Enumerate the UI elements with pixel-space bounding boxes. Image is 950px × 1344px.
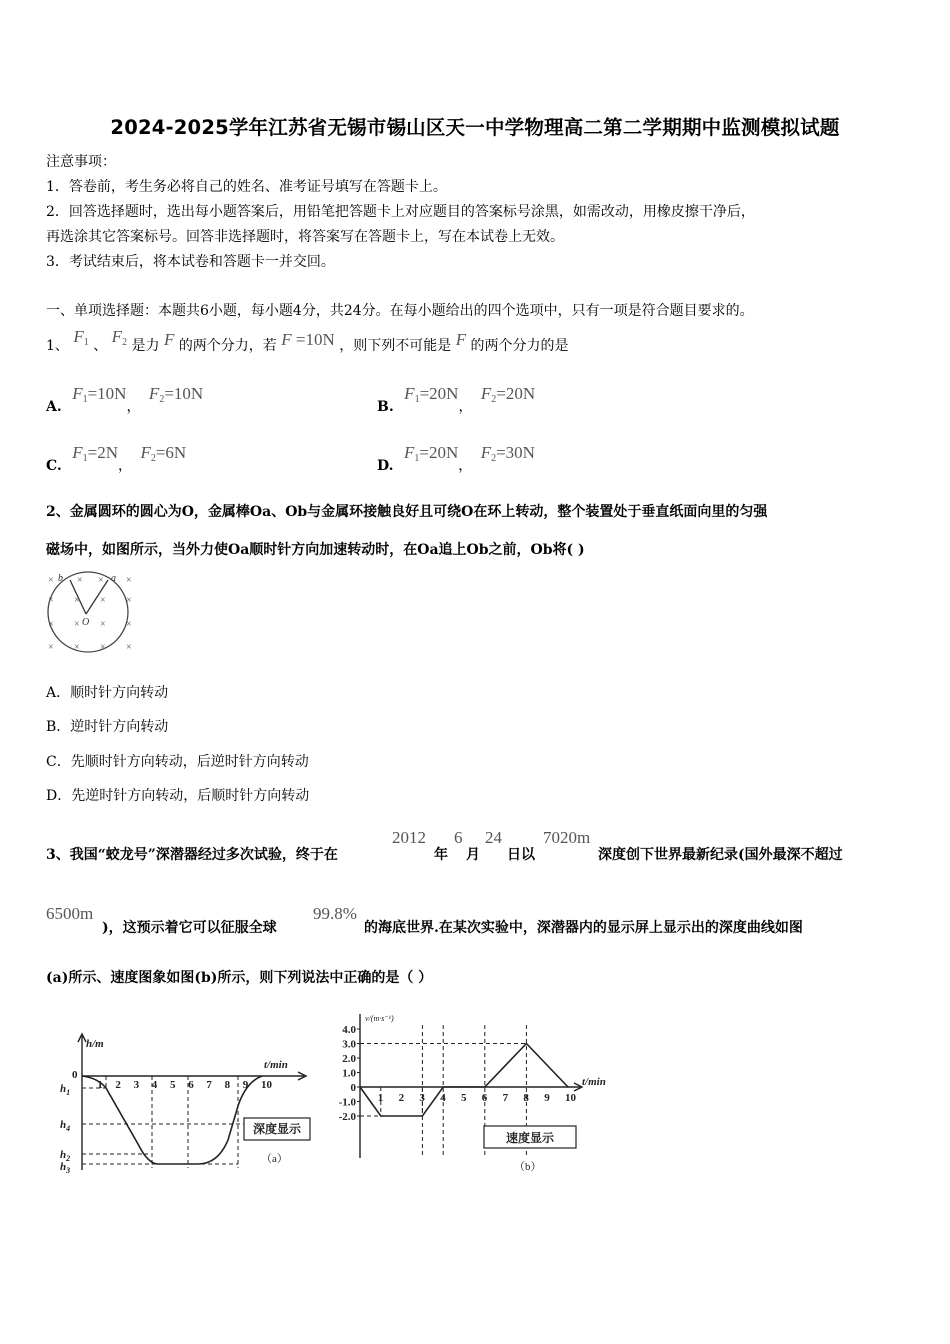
label-a: a bbox=[111, 573, 116, 584]
q2-line-1: 2、金属圆环的圆心为O，金属棒Oa、Ob与金属环接触良好且可绕O在环上转动，整个装置处于垂直纸面向里的匀强 bbox=[46, 504, 768, 520]
velocity-x-tick: 3 bbox=[419, 1092, 425, 1104]
label-b: b bbox=[58, 573, 63, 584]
q3-year: 2012 bbox=[392, 828, 426, 847]
q2-option-b[interactable]: B．逆时针方向转动 bbox=[46, 719, 169, 735]
svg-text:×: × bbox=[98, 575, 104, 586]
velocity-point bbox=[567, 1086, 569, 1088]
depth-x-tick: 3 bbox=[133, 1079, 140, 1091]
depth-ylabel: h/m bbox=[86, 1038, 104, 1050]
velocity-caption: （b） bbox=[514, 1161, 542, 1173]
notice-item-3: 3．考试结束后，将本试卷和答题卡一并交回。 bbox=[46, 254, 335, 270]
svg-text:×: × bbox=[126, 575, 132, 586]
q3-depth: 7020m bbox=[543, 828, 591, 847]
q3-text-5: (a)所示、速度图象如图(b)所示，则下列说法中正确的是（ ） bbox=[46, 970, 433, 986]
q1-F1: $F_1$ bbox=[73, 327, 89, 348]
velocity-point bbox=[442, 1086, 444, 1088]
section-heading: 一、单项选择题：本题共6小题，每小题4分，共24分。在每小题给出的四个选项中，只有一项是符合题目要求的。 bbox=[46, 303, 754, 319]
q1-number: 1、 bbox=[46, 338, 69, 354]
q2-option-d[interactable]: D．先逆时针方向转动，后顺时针方向转动 bbox=[46, 788, 310, 804]
depth-x-tick: 2 bbox=[115, 1079, 121, 1091]
velocity-series bbox=[360, 1044, 568, 1117]
velocity-y-tick: -2.0 bbox=[338, 1111, 356, 1123]
depth-x-tick: 9 bbox=[242, 1079, 249, 1091]
q2-ring-figure bbox=[44, 570, 136, 656]
q1-text-2: 的两个分力，若 bbox=[178, 338, 277, 354]
depth-x-tick: 1 bbox=[97, 1079, 103, 1091]
q1-F: F bbox=[163, 330, 175, 349]
label-o: O bbox=[82, 617, 90, 628]
q1-F-b: F bbox=[455, 330, 467, 349]
svg-text:×: × bbox=[77, 575, 83, 586]
svg-text:×: × bbox=[126, 619, 132, 630]
q3-yue: 月 bbox=[466, 847, 480, 863]
q2-line-2: 磁场中，如图所示，当外力使Oa顺时针方向加速转动时，在Oa追上Ob之前，Ob将( ) bbox=[46, 542, 585, 558]
notice-item-1: 1．答卷前，考生务必将自己的姓名、准考证号填写在答题卡上。 bbox=[46, 179, 447, 195]
depth-x-tick: 6 bbox=[188, 1079, 194, 1091]
velocity-xlabel: t/min bbox=[582, 1076, 606, 1088]
notice-item-2-cont: 再选涂其它答案标号。回答非选择题时，将答案写在答题卡上，写在本试卷上无效。 bbox=[46, 229, 564, 245]
svg-text:×: × bbox=[100, 595, 106, 606]
velocity-x-tick: 1 bbox=[377, 1092, 384, 1104]
velocity-chart bbox=[318, 1008, 630, 1178]
svg-text:×: × bbox=[74, 619, 80, 630]
velocity-point bbox=[526, 1043, 528, 1045]
depth-x-tick: 10 bbox=[261, 1079, 272, 1091]
velocity-y-tick: 3.0 bbox=[342, 1038, 356, 1051]
depth-x-tick: 5 bbox=[170, 1079, 176, 1091]
depth-y-tick: $h_3$ bbox=[60, 1161, 71, 1175]
q1-sep: 、 bbox=[93, 338, 108, 354]
velocity-y-tick: 1.0 bbox=[342, 1067, 356, 1080]
q3-text-2: 深度创下世界最新纪录(国外最深不超过 bbox=[598, 847, 843, 863]
svg-text:×: × bbox=[48, 595, 54, 606]
question-1 bbox=[46, 327, 569, 366]
depth-caption: （a） bbox=[261, 1153, 288, 1165]
q3-percent: 99.8% bbox=[313, 904, 357, 923]
svg-text:×: × bbox=[48, 619, 54, 630]
svg-text:×: × bbox=[48, 575, 54, 586]
depth-title: 深度显示 bbox=[252, 1122, 302, 1136]
depth-origin: 0 bbox=[72, 1069, 78, 1081]
velocity-y-tick: 0 bbox=[350, 1082, 356, 1094]
q3-month: 6 bbox=[454, 828, 463, 847]
q1-F-eq: F =10N bbox=[281, 330, 335, 349]
svg-text:×: × bbox=[74, 595, 80, 606]
depth-y-tick: $h_2$ bbox=[60, 1149, 71, 1163]
velocity-title: 速度显示 bbox=[505, 1131, 555, 1145]
q2-option-a[interactable]: A．顺时针方向转动 bbox=[46, 685, 169, 701]
svg-text:×: × bbox=[126, 642, 132, 653]
svg-text:×: × bbox=[100, 642, 106, 653]
svg-text:×: × bbox=[126, 595, 132, 606]
q3-text-4: 的海底世界.在某次实验中，深潜器内的显示屏上显示出的深度曲线如图 bbox=[364, 920, 803, 936]
depth-y-tick: $h_1$ bbox=[60, 1083, 71, 1097]
q1-option-a[interactable]: A. $F_1=10N$， $F_2=10N$ bbox=[46, 384, 204, 415]
q3-text-1: 3、我国“蛟龙号”深潜器经过多次试验，终于在 bbox=[46, 847, 338, 863]
depth-y-tick: $h_4$ bbox=[60, 1119, 71, 1133]
q1-option-d[interactable]: D. $F_1=20N$， $F_2=30N$ bbox=[377, 443, 535, 474]
velocity-x-tick: 9 bbox=[544, 1092, 550, 1104]
q1-option-c[interactable]: C. $F_1=2N$， $F_2=6N$ bbox=[46, 443, 187, 474]
q3-day: 24 bbox=[485, 828, 502, 847]
velocity-x-tick: 10 bbox=[565, 1092, 576, 1104]
depth-x-tick: 4 bbox=[151, 1079, 158, 1091]
depth-chart bbox=[58, 1030, 318, 1175]
depth-xlabel: t/min bbox=[264, 1059, 288, 1071]
q3-text-3: )，这预示着它可以征服全球 bbox=[102, 920, 277, 936]
velocity-x-tick: 4 bbox=[440, 1092, 446, 1104]
q1-F2: $F_2$ bbox=[111, 327, 128, 348]
q1-text-3: ，则下列不可能是 bbox=[339, 338, 452, 354]
page-title: 2024-2025学年江苏省无锡市锡山区天一中学物理高二第二学期期中监测模拟试题 bbox=[110, 116, 840, 139]
velocity-ylabel: v/(m·s⁻¹) bbox=[365, 1014, 394, 1023]
svg-text:×: × bbox=[48, 642, 54, 653]
velocity-x-tick: 7 bbox=[502, 1092, 509, 1104]
velocity-point bbox=[422, 1115, 424, 1117]
velocity-point bbox=[380, 1115, 382, 1117]
q3-depth-2: 6500m bbox=[46, 904, 94, 923]
depth-x-tick: 8 bbox=[224, 1079, 231, 1091]
velocity-y-tick: -1.0 bbox=[338, 1096, 356, 1109]
q2-option-c[interactable]: C．先顺时针方向转动，后逆时针方向转动 bbox=[46, 754, 309, 770]
velocity-x-tick: 6 bbox=[481, 1092, 488, 1104]
velocity-x-tick: 5 bbox=[461, 1092, 467, 1104]
notice-item-2: 2．回答选择题时，选出每小题答案后，用铅笔把答题卡上对应题目的答案标号涂黑，如需改动，用橡皮擦干净后， bbox=[46, 204, 755, 220]
velocity-x-tick: 8 bbox=[523, 1092, 529, 1104]
notice-heading: 注意事项： bbox=[46, 154, 116, 170]
velocity-x-tick: 2 bbox=[398, 1092, 405, 1104]
depth-x-tick: 7 bbox=[206, 1079, 212, 1091]
svg-text:×: × bbox=[74, 642, 80, 653]
q1-text-4: 的两个分力的是 bbox=[470, 338, 569, 354]
svg-text:×: × bbox=[100, 619, 106, 630]
q1-option-b[interactable]: B. $F_1=20N$， $F_2=20N$ bbox=[377, 384, 536, 415]
q3-ri: 日以 bbox=[507, 847, 535, 863]
velocity-point bbox=[484, 1086, 486, 1088]
q3-nian: 年 bbox=[434, 847, 448, 863]
velocity-y-tick: 2.0 bbox=[342, 1053, 356, 1065]
q1-text-1: 是力 bbox=[131, 338, 160, 354]
velocity-y-tick: 4.0 bbox=[342, 1024, 356, 1036]
